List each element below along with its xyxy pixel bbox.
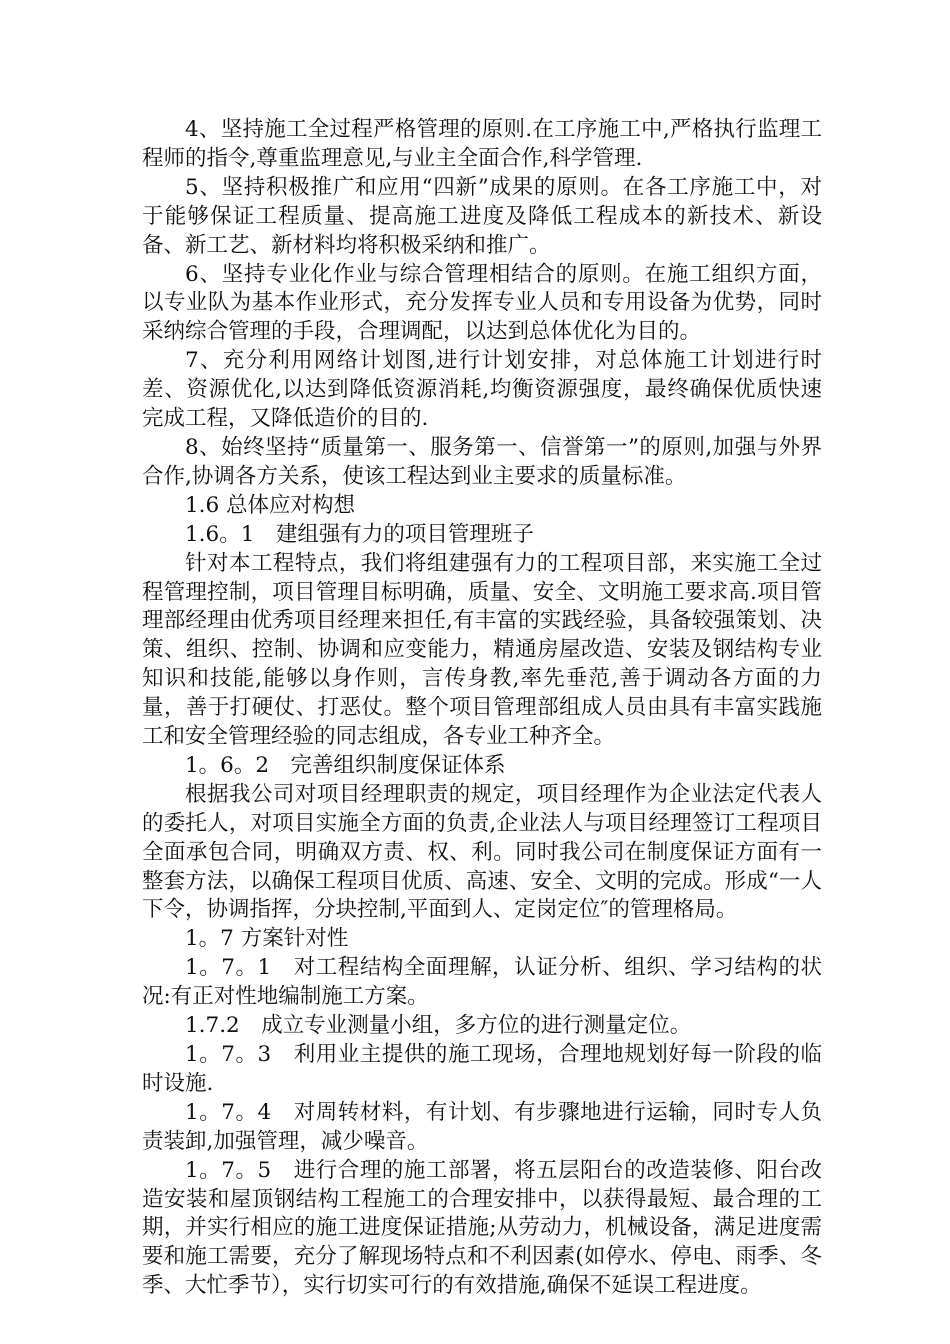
subsection-heading-1-6-2: 1。6。2 完善组织制度保证体系 xyxy=(185,752,506,778)
paragraph-principle-8: 8、始终坚持“质量第一、服务第一、信誉第一”的原则,加强与外界合作,协调各方关系，使该工程达到业主要求的质量标准。 xyxy=(142,434,822,489)
item-1-7-1: 1。7。1 对工程结构全面理解，认证分析、组织、学习结构的状况:有正对性地编制施工方案。 xyxy=(142,955,822,1010)
paragraph-organization-system: 根据我公司对项目经理职责的规定，项目经理作为企业法定代表人的委托人，对项目实施全方面的负责,企业法人与项目经理签订工程项目全面承包合同，明确双方责、权、利。同时我公司在制度保证方面有一整套方法，以确保工程项目优质、高速、安全、文明的完成。形成“一人下令，协调指挥，分块控制,平面到人、定岗定位″的管理格局。 xyxy=(142,781,822,923)
section-heading-1-6: 1.6 总体应对构想 xyxy=(185,492,356,518)
paragraph-project-team: 针对本工程特点，我们将组建强有力的工程项目部，来实施工全过程管理控制，项目管理目标明确，质量、安全、文明施工要求高.项目管理部经理由优秀项目经理来担任,有丰富的实践经验，具备较强策划、决策、组织、控制、协调和应变能力，精通房屋改造、安装及钢结构专业知识和技能,能够以身作则，言传身教,率先垂范,善于调动各方面的力量，善于打硬仗、打恶仗。整个项目管理部组成人员由具有丰富实践施工和安全管理经验的同志组成，各专业工种齐全。 xyxy=(142,550,822,750)
item-1-7-3: 1。7。3 利用业主提供的施工现场，合理地规划好每一阶段的临时设施. xyxy=(142,1042,822,1096)
paragraph-principle-7: 7、充分利用网络计划图,进行计划安排，对总体施工计划进行时差、资源优化,以达到降低资源消耗,均衡资源强度，最终确保优质快速完成工程，又降低造价的目的. xyxy=(142,348,822,432)
section-heading-1-7: 1。7 方案针对性 xyxy=(185,926,349,952)
subsection-heading-1-6-1: 1.6。1 建组强有力的项目管理班子 xyxy=(185,521,534,547)
item-1-7-2: 1.7.2 成立专业测量小组，多方位的进行测量定位。 xyxy=(185,1013,692,1039)
paragraph-principle-5: 5、坚持积极推广和应用“四新”成果的原则。在各工序施工中，对于能够保证工程质量、提高施工进度及降低工程成本的新技术、新设备、新工艺、新材料均将积极采纳和推广。 xyxy=(142,174,822,258)
item-1-7-4: 1。7。4 对周转材料，有计划、有步骤地进行运输，同时专人负责装卸,加强管理，减少噪音。 xyxy=(142,1099,822,1154)
item-1-7-5: 1。7。5 进行合理的施工部署，将五层阳台的改造装修、阳台改造安装和屋顶钢结构工程施工的合理安排中，以获得最短、最合理的工期，并实行相应的施工进度保证措施;从劳动力，机械设备，满足进度需要和施工需要，充分了解现场特点和不利因素(如停水、停电、雨季、冬季、大忙季节），实行切实可行的有效措施,确保不延误工程进度。 xyxy=(142,1157,822,1299)
document-body xyxy=(142,116,822,1301)
paragraph-principle-4: 4、坚持施工全过程严格管理的原则.在工序施工中,严格执行监理工程师的指令,尊重监理意见,与业主全面合作,科学管理. xyxy=(142,117,822,171)
paragraph-principle-6: 6、坚持专业化作业与综合管理相结合的原则。在施工组织方面，以专业队为基本作业形式，充分发挥专业人员和专用设备为优势，同时采纳综合管理的手段，合理调配，以达到总体优化为目的。 xyxy=(142,261,822,345)
